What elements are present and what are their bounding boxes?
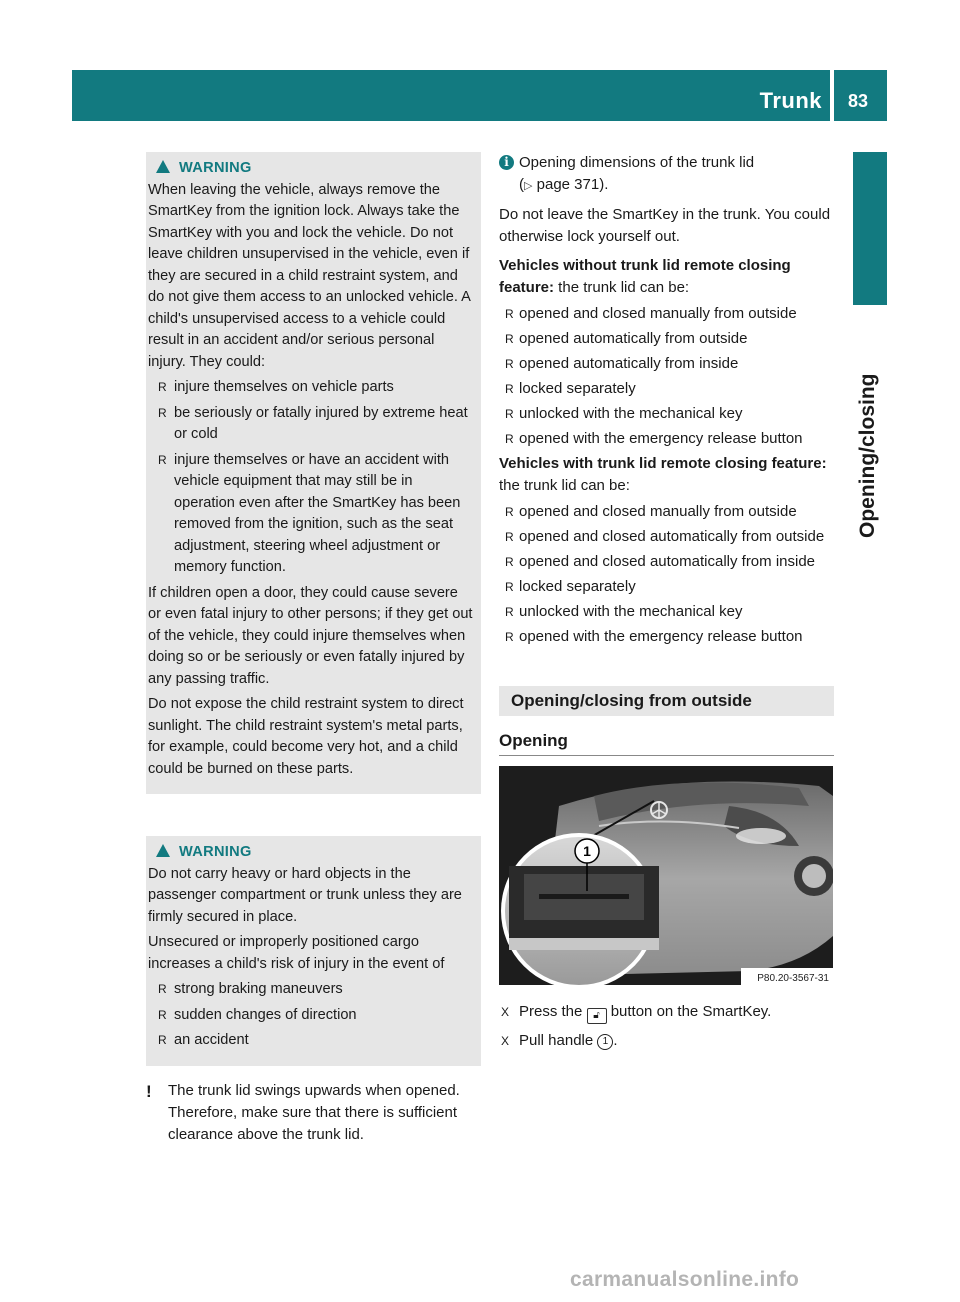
caution-note (146, 1080, 481, 1146)
warning-text: Do not expose the child restraint system to direct sunlight. The child restraint system's metal parts, for example, could become very hot, and a child could be burned on these parts. (148, 696, 464, 777)
header-divider (830, 70, 834, 121)
warning-text: When leaving the vehicle, always remove the SmartKey from the ignition lock. Always take the SmartKey with you and lock the vehicle. Do not leave children unsupervised in the vehicle, even if they are secured in a child restraint system, and do not give them access to an unlocked vehicle. A child's unsupervised access to a vehicle could result in an accident and/or serious personal injury. They could: (148, 181, 471, 370)
warning-triangle-icon (156, 844, 170, 857)
car-rear-illustration (499, 766, 833, 985)
page-reference[interactable]: page 371). (536, 176, 609, 193)
caution-text: The trunk lid swings upwards when opened. Therefore, make sure that there is sufficient clearance above the trunk lid. (168, 1081, 460, 1143)
list-item: R opened automatically from inside (499, 353, 834, 375)
list-item: R opened and closed manually from outside (499, 501, 834, 523)
list-item: R opened automatically from outside (499, 328, 834, 350)
list-item: R sudden changes of direction (148, 1005, 474, 1027)
caution-icon: ! (146, 1081, 152, 1101)
side-section-label: Opening/closing (856, 373, 879, 538)
warning-box (146, 152, 481, 794)
list-item: R unlocked with the mechanical key (499, 403, 834, 425)
figure-code: P80.20-3567-31 (757, 973, 829, 984)
list-item: R opened with the emergency release button (499, 626, 834, 648)
list-item: R locked separately (499, 576, 834, 598)
paragraph: Do not leave the SmartKey in the trunk. You could otherwise lock yourself out. (499, 206, 831, 245)
list-item: R an accident (148, 1030, 474, 1052)
page-title: Trunk (759, 88, 822, 113)
trunk-handle-figure (499, 766, 833, 985)
info-note: i Opening dimensions of the trunk lid (▷ page 371). (499, 152, 834, 197)
warning-text: Unsecured or improperly positioned cargo increases a child's risk of injury in the event of (148, 934, 445, 972)
list-item: R be seriously or fatally injured by extreme heat or cold (148, 403, 474, 446)
subsection-heading: Opening (499, 730, 834, 756)
warning-box (146, 836, 481, 1066)
warning-triangle-icon (156, 160, 170, 173)
warning-text: Do not carry heavy or hard objects in the passenger compartment or trunk unless they are firmly secured in place. (148, 865, 462, 925)
warning-title: WARNING (156, 842, 474, 864)
watermark: carmanualsonline.info (570, 1268, 800, 1291)
paragraph: Vehicles with trunk lid remote closing feature: the trunk lid can be: (499, 455, 827, 494)
list-item: R strong braking maneuvers (148, 979, 474, 1001)
warning-title: WARNING (156, 158, 474, 180)
list-item: R injure themselves on vehicle parts (148, 377, 474, 399)
page-ref-icon: ▷ (524, 180, 533, 192)
info-icon: i (499, 155, 514, 170)
page-number: 83 (848, 91, 869, 111)
instruction-step: X Press the 🔓︎ button on the SmartKey. (499, 1001, 834, 1024)
list-item: R unlocked with the mechanical key (499, 601, 834, 623)
list-item: R opened and closed automatically from inside (499, 551, 834, 573)
paragraph: Vehicles without trunk lid remote closing feature: the trunk lid can be: (499, 257, 791, 296)
warning-text: If children open a door, they could cause severe or even fatal injury to other persons; if they get out of the vehicle, they could injure themselves when doing so or be seriously or even fatally injured by any passing traffic. (148, 584, 473, 687)
instruction-step: X Pull handle 1 . (499, 1030, 834, 1052)
callout-reference: 1 (597, 1034, 613, 1050)
list-item: R opened with the emergency release button (499, 428, 834, 450)
callout-number: 1 (583, 843, 591, 859)
right-column (499, 152, 834, 1058)
list-item: R opened and closed automatically from outside (499, 526, 834, 548)
list-item: R locked separately (499, 378, 834, 400)
list-item: R opened and closed manually from outside (499, 303, 834, 325)
side-tab-block (853, 152, 887, 305)
unlock-key-icon: 🔓︎ (587, 1008, 607, 1024)
left-column (146, 152, 481, 1146)
section-heading: Opening/closing from outside (499, 686, 834, 716)
list-item: R injure themselves or have an accident with vehicle equipment that may still be in operation even after the SmartKey has been removed from the ignition, such as the seat adjustment, steering wheel adjustment or memory function. (148, 450, 474, 579)
